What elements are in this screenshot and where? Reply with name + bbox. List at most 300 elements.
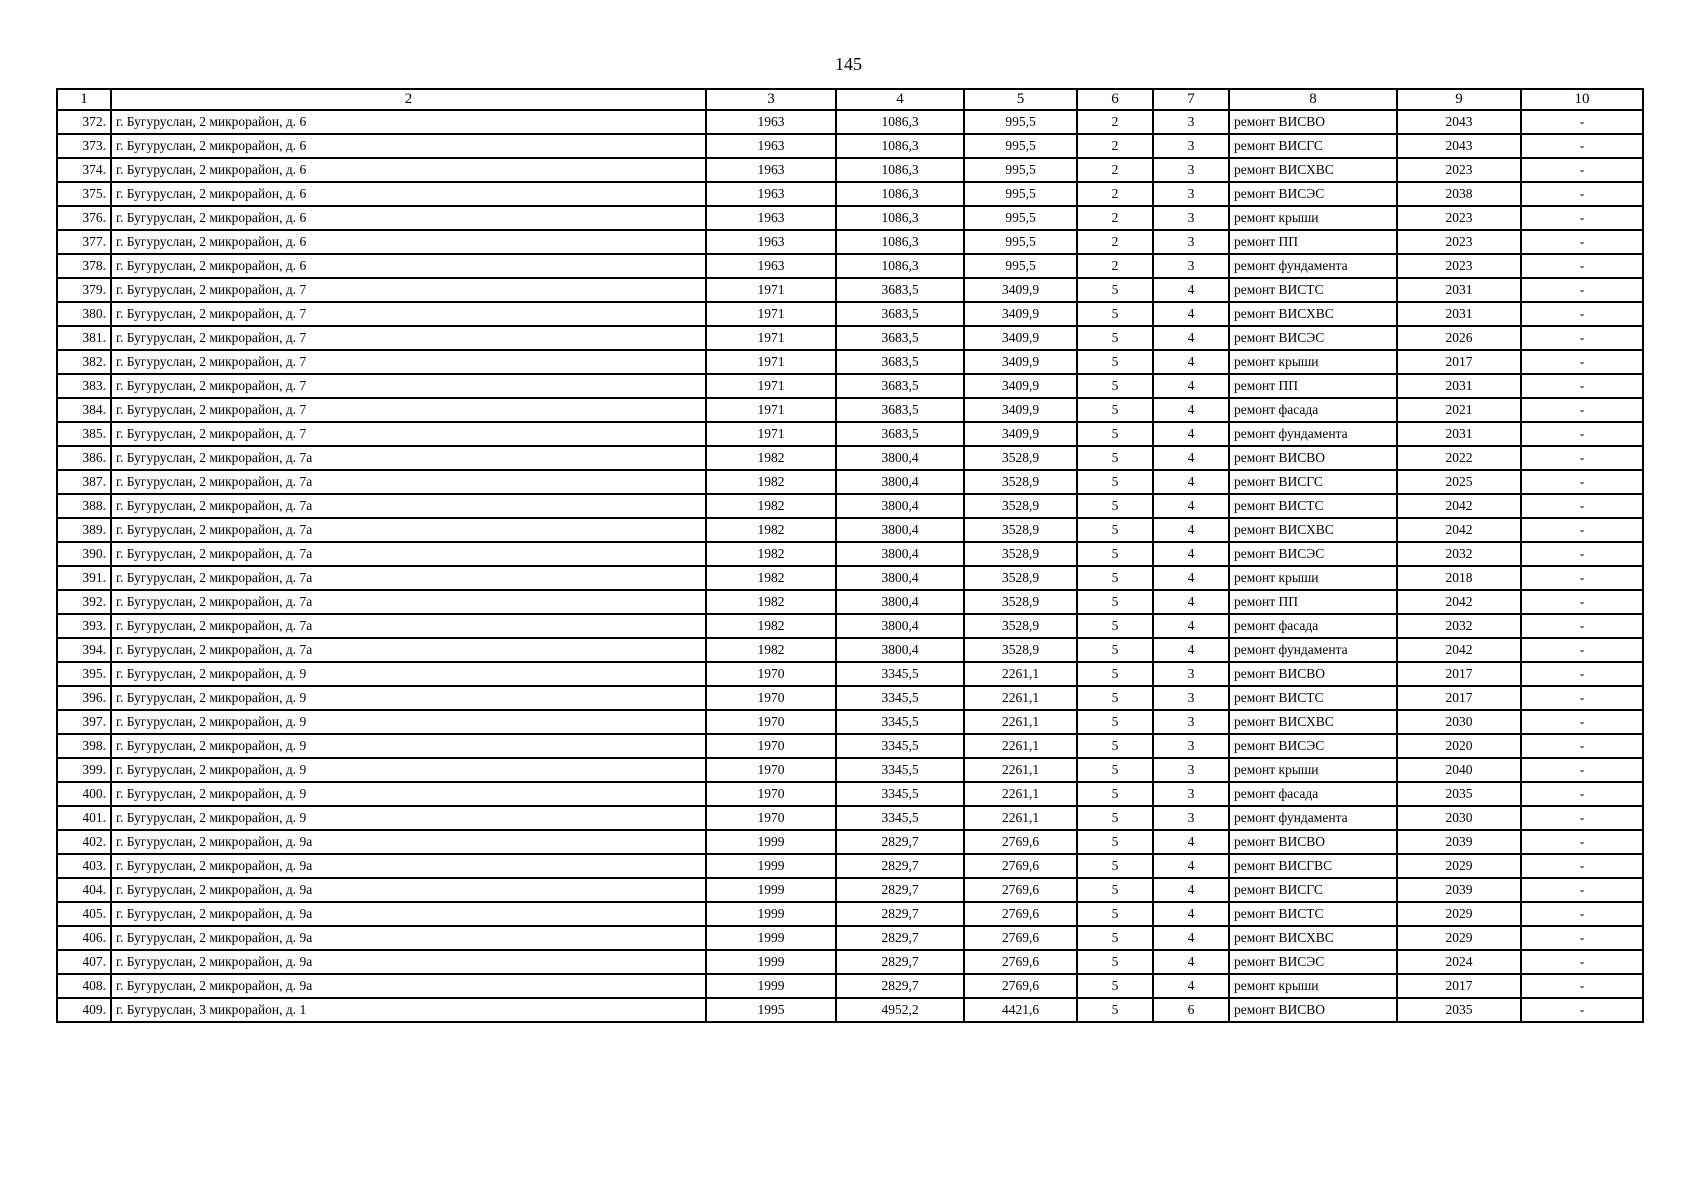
cell-10-value-cell: - [1521, 974, 1643, 998]
cell-10-value-cell: - [1521, 830, 1643, 854]
cell-10-value-cell: - [1521, 902, 1643, 926]
work-type-cell: ремонт ВИСВО [1229, 446, 1397, 470]
row-number-cell: 406. [57, 926, 111, 950]
column-header-10: 10 [1521, 89, 1643, 110]
cell-10-value-cell: - [1521, 302, 1643, 326]
work-type-cell: ремонт крыши [1229, 566, 1397, 590]
column-header-1: 1 [57, 89, 111, 110]
work-type-cell: ремонт ВИСЭС [1229, 326, 1397, 350]
total-area-cell: 2829,7 [836, 926, 964, 950]
planned-year-cell: 2035 [1397, 782, 1521, 806]
planned-year-cell: 2030 [1397, 710, 1521, 734]
living-area-cell: 3409,9 [964, 422, 1077, 446]
total-area-cell: 3683,5 [836, 422, 964, 446]
address-cell: г. Бугуруслан, 2 микрорайон, д. 9а [111, 950, 706, 974]
row-number-cell: 400. [57, 782, 111, 806]
address-cell: г. Бугуруслан, 2 микрорайон, д. 9 [111, 782, 706, 806]
total-area-cell: 1086,3 [836, 134, 964, 158]
planned-year-cell: 2024 [1397, 950, 1521, 974]
address-cell: г. Бугуруслан, 2 микрорайон, д. 6 [111, 230, 706, 254]
work-type-cell: ремонт фундамента [1229, 422, 1397, 446]
address-cell: г. Бугуруслан, 2 микрорайон, д. 9 [111, 710, 706, 734]
table-row [57, 878, 1643, 902]
address-cell: г. Бугуруслан, 2 микрорайон, д. 9 [111, 806, 706, 830]
cell-10-value-cell: - [1521, 446, 1643, 470]
floors-cell: 5 [1077, 950, 1153, 974]
floors-cell: 5 [1077, 518, 1153, 542]
table-row [57, 254, 1643, 278]
entrances-cell: 3 [1153, 206, 1229, 230]
cell-10-value-cell: - [1521, 182, 1643, 206]
row-number-cell: 378. [57, 254, 111, 278]
year-built-cell: 1970 [706, 806, 836, 830]
row-number-cell: 396. [57, 686, 111, 710]
cell-10-value-cell: - [1521, 422, 1643, 446]
total-area-cell: 3683,5 [836, 326, 964, 350]
total-area-cell: 3345,5 [836, 758, 964, 782]
table-row [57, 662, 1643, 686]
row-number-cell: 379. [57, 278, 111, 302]
table-row [57, 158, 1643, 182]
table-row [57, 230, 1643, 254]
floors-cell: 5 [1077, 302, 1153, 326]
living-area-cell: 995,5 [964, 158, 1077, 182]
entrances-cell: 3 [1153, 134, 1229, 158]
cell-10-value-cell: - [1521, 494, 1643, 518]
row-number-cell: 402. [57, 830, 111, 854]
table-row [57, 182, 1643, 206]
table-row [57, 782, 1643, 806]
table-row [57, 758, 1643, 782]
work-type-cell: ремонт крыши [1229, 206, 1397, 230]
work-type-cell: ремонт фасада [1229, 614, 1397, 638]
floors-cell: 5 [1077, 614, 1153, 638]
work-type-cell: ремонт крыши [1229, 974, 1397, 998]
cell-10-value-cell: - [1521, 638, 1643, 662]
cell-10-value-cell: - [1521, 710, 1643, 734]
cell-10-value-cell: - [1521, 998, 1643, 1022]
table-row [57, 710, 1643, 734]
planned-year-cell: 2043 [1397, 110, 1521, 134]
address-cell: г. Бугуруслан, 2 микрорайон, д. 9а [111, 854, 706, 878]
planned-year-cell: 2022 [1397, 446, 1521, 470]
cell-10-value-cell: - [1521, 110, 1643, 134]
year-built-cell: 1999 [706, 950, 836, 974]
address-cell: г. Бугуруслан, 2 микрорайон, д. 9а [111, 830, 706, 854]
year-built-cell: 1963 [706, 182, 836, 206]
entrances-cell: 3 [1153, 110, 1229, 134]
address-cell: г. Бугуруслан, 2 микрорайон, д. 9а [111, 902, 706, 926]
planned-year-cell: 2017 [1397, 662, 1521, 686]
year-built-cell: 1982 [706, 590, 836, 614]
year-built-cell: 1971 [706, 422, 836, 446]
work-type-cell: ремонт ВИСГС [1229, 878, 1397, 902]
row-number-cell: 373. [57, 134, 111, 158]
living-area-cell: 3528,9 [964, 590, 1077, 614]
address-cell: г. Бугуруслан, 2 микрорайон, д. 9а [111, 878, 706, 902]
planned-year-cell: 2030 [1397, 806, 1521, 830]
work-type-cell: ремонт ВИСЭС [1229, 734, 1397, 758]
column-header-2: 2 [111, 89, 706, 110]
living-area-cell: 3528,9 [964, 446, 1077, 470]
cell-10-value-cell: - [1521, 926, 1643, 950]
table-row [57, 302, 1643, 326]
table-row [57, 830, 1643, 854]
floors-cell: 5 [1077, 878, 1153, 902]
planned-year-cell: 2023 [1397, 158, 1521, 182]
work-type-cell: ремонт ВИСВО [1229, 662, 1397, 686]
entrances-cell: 4 [1153, 614, 1229, 638]
floors-cell: 5 [1077, 422, 1153, 446]
living-area-cell: 995,5 [964, 230, 1077, 254]
cell-10-value-cell: - [1521, 470, 1643, 494]
column-header-8: 8 [1229, 89, 1397, 110]
row-number-cell: 401. [57, 806, 111, 830]
cell-10-value-cell: - [1521, 326, 1643, 350]
year-built-cell: 1971 [706, 278, 836, 302]
total-area-cell: 3800,4 [836, 566, 964, 590]
floors-cell: 5 [1077, 398, 1153, 422]
year-built-cell: 1963 [706, 254, 836, 278]
address-cell: г. Бугуруслан, 2 микрорайон, д. 9 [111, 686, 706, 710]
table-row [57, 446, 1643, 470]
total-area-cell: 2829,7 [836, 902, 964, 926]
year-built-cell: 1970 [706, 686, 836, 710]
work-type-cell: ремонт крыши [1229, 350, 1397, 374]
address-cell: г. Бугуруслан, 2 микрорайон, д. 9 [111, 758, 706, 782]
year-built-cell: 1970 [706, 758, 836, 782]
table-row [57, 638, 1643, 662]
address-cell: г. Бугуруслан, 2 микрорайон, д. 7 [111, 326, 706, 350]
column-header-7: 7 [1153, 89, 1229, 110]
work-type-cell: ремонт ВИСТС [1229, 278, 1397, 302]
address-cell: г. Бугуруслан, 2 микрорайон, д. 6 [111, 254, 706, 278]
cell-10-value-cell: - [1521, 734, 1643, 758]
total-area-cell: 1086,3 [836, 230, 964, 254]
planned-year-cell: 2029 [1397, 926, 1521, 950]
work-type-cell: ремонт фундамента [1229, 638, 1397, 662]
year-built-cell: 1970 [706, 734, 836, 758]
year-built-cell: 1999 [706, 878, 836, 902]
year-built-cell: 1999 [706, 854, 836, 878]
living-area-cell: 995,5 [964, 110, 1077, 134]
cell-10-value-cell: - [1521, 566, 1643, 590]
table-row [57, 590, 1643, 614]
living-area-cell: 3409,9 [964, 278, 1077, 302]
row-number-cell: 407. [57, 950, 111, 974]
living-area-cell: 3528,9 [964, 614, 1077, 638]
living-area-cell: 2769,6 [964, 950, 1077, 974]
address-cell: г. Бугуруслан, 2 микрорайон, д. 9 [111, 662, 706, 686]
planned-year-cell: 2017 [1397, 350, 1521, 374]
cell-10-value-cell: - [1521, 374, 1643, 398]
entrances-cell: 4 [1153, 590, 1229, 614]
table-row [57, 542, 1643, 566]
address-cell: г. Бугуруслан, 2 микрорайон, д. 7а [111, 446, 706, 470]
total-area-cell: 3345,5 [836, 782, 964, 806]
row-number-cell: 408. [57, 974, 111, 998]
column-header-3: 3 [706, 89, 836, 110]
total-area-cell: 3800,4 [836, 614, 964, 638]
planned-year-cell: 2021 [1397, 398, 1521, 422]
total-area-cell: 3800,4 [836, 542, 964, 566]
planned-year-cell: 2029 [1397, 902, 1521, 926]
total-area-cell: 3800,4 [836, 638, 964, 662]
total-area-cell: 3345,5 [836, 806, 964, 830]
cell-10-value-cell: - [1521, 230, 1643, 254]
living-area-cell: 2769,6 [964, 854, 1077, 878]
table-row [57, 854, 1643, 878]
work-type-cell: ремонт ВИСЭС [1229, 950, 1397, 974]
planned-year-cell: 2023 [1397, 230, 1521, 254]
floors-cell: 5 [1077, 758, 1153, 782]
living-area-cell: 2261,1 [964, 806, 1077, 830]
floors-cell: 5 [1077, 278, 1153, 302]
planned-year-cell: 2038 [1397, 182, 1521, 206]
floors-cell: 5 [1077, 902, 1153, 926]
row-number-cell: 403. [57, 854, 111, 878]
entrances-cell: 4 [1153, 518, 1229, 542]
row-number-cell: 391. [57, 566, 111, 590]
row-number-cell: 394. [57, 638, 111, 662]
floors-cell: 5 [1077, 542, 1153, 566]
cell-10-value-cell: - [1521, 950, 1643, 974]
row-number-cell: 405. [57, 902, 111, 926]
planned-year-cell: 2039 [1397, 830, 1521, 854]
entrances-cell: 4 [1153, 902, 1229, 926]
total-area-cell: 2829,7 [836, 950, 964, 974]
cell-10-value-cell: - [1521, 350, 1643, 374]
total-area-cell: 3683,5 [836, 302, 964, 326]
work-type-cell: ремонт ВИСХВС [1229, 302, 1397, 326]
floors-cell: 5 [1077, 470, 1153, 494]
living-area-cell: 3409,9 [964, 398, 1077, 422]
address-cell: г. Бугуруслан, 2 микрорайон, д. 7а [111, 518, 706, 542]
address-cell: г. Бугуруслан, 2 микрорайон, д. 7а [111, 614, 706, 638]
cell-10-value-cell: - [1521, 542, 1643, 566]
table-header-row [57, 89, 1643, 110]
table-row [57, 374, 1643, 398]
living-area-cell: 3409,9 [964, 302, 1077, 326]
year-built-cell: 1971 [706, 302, 836, 326]
address-cell: г. Бугуруслан, 2 микрорайон, д. 6 [111, 158, 706, 182]
living-area-cell: 3528,9 [964, 494, 1077, 518]
table-row [57, 134, 1643, 158]
year-built-cell: 1971 [706, 374, 836, 398]
work-type-cell: ремонт ВИСТС [1229, 686, 1397, 710]
entrances-cell: 4 [1153, 974, 1229, 998]
year-built-cell: 1970 [706, 710, 836, 734]
page-number: 145 [835, 54, 862, 74]
floors-cell: 5 [1077, 662, 1153, 686]
year-built-cell: 1963 [706, 158, 836, 182]
floors-cell: 5 [1077, 590, 1153, 614]
cell-10-value-cell: - [1521, 686, 1643, 710]
year-built-cell: 1982 [706, 446, 836, 470]
table-row [57, 614, 1643, 638]
planned-year-cell: 2017 [1397, 974, 1521, 998]
floors-cell: 2 [1077, 254, 1153, 278]
work-type-cell: ремонт ВИСХВС [1229, 158, 1397, 182]
table-row [57, 974, 1643, 998]
planned-year-cell: 2026 [1397, 326, 1521, 350]
entrances-cell: 4 [1153, 638, 1229, 662]
cell-10-value-cell: - [1521, 518, 1643, 542]
planned-year-cell: 2032 [1397, 614, 1521, 638]
floors-cell: 5 [1077, 494, 1153, 518]
planned-year-cell: 2042 [1397, 638, 1521, 662]
year-built-cell: 1963 [706, 134, 836, 158]
floors-cell: 5 [1077, 374, 1153, 398]
address-cell: г. Бугуруслан, 2 микрорайон, д. 7 [111, 422, 706, 446]
table-row [57, 110, 1643, 134]
address-cell: г. Бугуруслан, 2 микрорайон, д. 9 [111, 734, 706, 758]
year-built-cell: 1963 [706, 110, 836, 134]
total-area-cell: 3683,5 [836, 350, 964, 374]
cell-10-value-cell: - [1521, 206, 1643, 230]
row-number-cell: 376. [57, 206, 111, 230]
work-type-cell: ремонт ВИСХВС [1229, 926, 1397, 950]
total-area-cell: 3683,5 [836, 374, 964, 398]
row-number-cell: 398. [57, 734, 111, 758]
row-number-cell: 387. [57, 470, 111, 494]
row-number-cell: 374. [57, 158, 111, 182]
planned-year-cell: 2029 [1397, 854, 1521, 878]
row-number-cell: 409. [57, 998, 111, 1022]
planned-year-cell: 2031 [1397, 422, 1521, 446]
living-area-cell: 3528,9 [964, 470, 1077, 494]
cell-10-value-cell: - [1521, 854, 1643, 878]
total-area-cell: 3683,5 [836, 398, 964, 422]
work-type-cell: ремонт ВИСВО [1229, 998, 1397, 1022]
total-area-cell: 2829,7 [836, 830, 964, 854]
entrances-cell: 3 [1153, 686, 1229, 710]
total-area-cell: 2829,7 [836, 854, 964, 878]
planned-year-cell: 2040 [1397, 758, 1521, 782]
floors-cell: 5 [1077, 926, 1153, 950]
total-area-cell: 2829,7 [836, 878, 964, 902]
total-area-cell: 1086,3 [836, 254, 964, 278]
work-type-cell: ремонт ВИСЭС [1229, 542, 1397, 566]
year-built-cell: 1995 [706, 998, 836, 1022]
work-type-cell: ремонт фундамента [1229, 254, 1397, 278]
floors-cell: 5 [1077, 326, 1153, 350]
planned-year-cell: 2042 [1397, 494, 1521, 518]
entrances-cell: 4 [1153, 470, 1229, 494]
table-row [57, 206, 1643, 230]
row-number-cell: 397. [57, 710, 111, 734]
planned-year-cell: 2017 [1397, 686, 1521, 710]
work-type-cell: ремонт фасада [1229, 782, 1397, 806]
living-area-cell: 2261,1 [964, 782, 1077, 806]
living-area-cell: 2261,1 [964, 758, 1077, 782]
year-built-cell: 1982 [706, 614, 836, 638]
row-number-cell: 382. [57, 350, 111, 374]
row-number-cell: 390. [57, 542, 111, 566]
address-cell: г. Бугуруслан, 2 микрорайон, д. 7 [111, 398, 706, 422]
address-cell: г. Бугуруслан, 2 микрорайон, д. 7а [111, 494, 706, 518]
total-area-cell: 1086,3 [836, 158, 964, 182]
planned-year-cell: 2042 [1397, 518, 1521, 542]
floors-cell: 5 [1077, 350, 1153, 374]
planned-year-cell: 2032 [1397, 542, 1521, 566]
cell-10-value-cell: - [1521, 254, 1643, 278]
entrances-cell: 4 [1153, 494, 1229, 518]
living-area-cell: 3528,9 [964, 518, 1077, 542]
year-built-cell: 1982 [706, 638, 836, 662]
planned-year-cell: 2043 [1397, 134, 1521, 158]
year-built-cell: 1982 [706, 566, 836, 590]
row-number-cell: 386. [57, 446, 111, 470]
year-built-cell: 1971 [706, 350, 836, 374]
floors-cell: 2 [1077, 230, 1153, 254]
total-area-cell: 4952,2 [836, 998, 964, 1022]
entrances-cell: 4 [1153, 950, 1229, 974]
floors-cell: 5 [1077, 734, 1153, 758]
address-cell: г. Бугуруслан, 2 микрорайон, д. 7 [111, 374, 706, 398]
row-number-cell: 392. [57, 590, 111, 614]
planned-year-cell: 2025 [1397, 470, 1521, 494]
living-area-cell: 3528,9 [964, 638, 1077, 662]
entrances-cell: 4 [1153, 350, 1229, 374]
table-row [57, 422, 1643, 446]
planned-year-cell: 2031 [1397, 374, 1521, 398]
floors-cell: 5 [1077, 974, 1153, 998]
work-type-cell: ремонт ВИСТС [1229, 494, 1397, 518]
living-area-cell: 2261,1 [964, 710, 1077, 734]
living-area-cell: 2261,1 [964, 662, 1077, 686]
living-area-cell: 2769,6 [964, 974, 1077, 998]
year-built-cell: 1971 [706, 398, 836, 422]
work-type-cell: ремонт ВИСТС [1229, 902, 1397, 926]
planned-year-cell: 2031 [1397, 302, 1521, 326]
year-built-cell: 1963 [706, 230, 836, 254]
address-cell: г. Бугуруслан, 2 микрорайон, д. 7а [111, 638, 706, 662]
living-area-cell: 2769,6 [964, 830, 1077, 854]
column-header-9: 9 [1397, 89, 1521, 110]
entrances-cell: 4 [1153, 422, 1229, 446]
address-cell: г. Бугуруслан, 2 микрорайон, д. 9а [111, 974, 706, 998]
work-type-cell: ремонт крыши [1229, 758, 1397, 782]
total-area-cell: 3345,5 [836, 710, 964, 734]
entrances-cell: 3 [1153, 158, 1229, 182]
total-area-cell: 1086,3 [836, 206, 964, 230]
living-area-cell: 2769,6 [964, 902, 1077, 926]
floors-cell: 5 [1077, 998, 1153, 1022]
table-row [57, 806, 1643, 830]
year-built-cell: 1982 [706, 542, 836, 566]
row-number-cell: 381. [57, 326, 111, 350]
work-type-cell: ремонт ВИСГС [1229, 470, 1397, 494]
living-area-cell: 995,5 [964, 254, 1077, 278]
planned-year-cell: 2023 [1397, 254, 1521, 278]
entrances-cell: 4 [1153, 302, 1229, 326]
table-row [57, 998, 1643, 1022]
total-area-cell: 3345,5 [836, 734, 964, 758]
address-cell: г. Бугуруслан, 2 микрорайон, д. 7а [111, 542, 706, 566]
work-type-cell: ремонт ВИСХВС [1229, 710, 1397, 734]
entrances-cell: 4 [1153, 854, 1229, 878]
floors-cell: 5 [1077, 854, 1153, 878]
address-cell: г. Бугуруслан, 2 микрорайон, д. 6 [111, 110, 706, 134]
planned-year-cell: 2039 [1397, 878, 1521, 902]
cell-10-value-cell: - [1521, 590, 1643, 614]
address-cell: г. Бугуруслан, 2 микрорайон, д. 7 [111, 302, 706, 326]
entrances-cell: 4 [1153, 926, 1229, 950]
row-number-cell: 383. [57, 374, 111, 398]
row-number-cell: 385. [57, 422, 111, 446]
year-built-cell: 1982 [706, 494, 836, 518]
